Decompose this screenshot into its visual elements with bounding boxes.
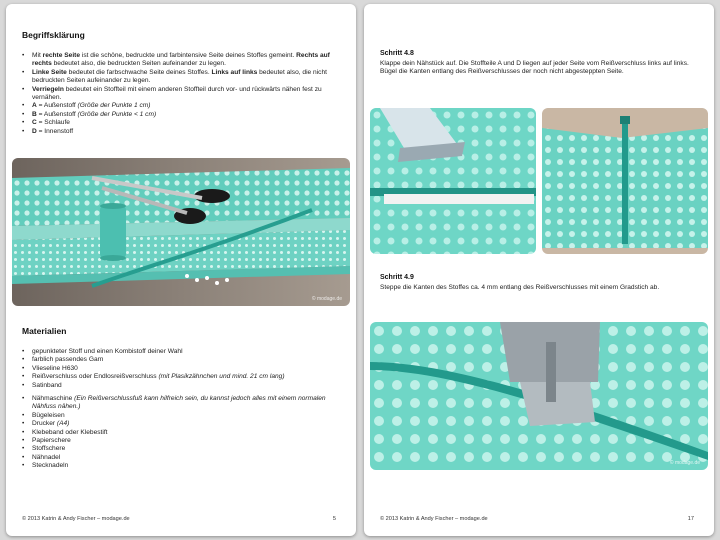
page-number: 17 bbox=[687, 516, 694, 522]
glossary-item: • D = Innenstoff bbox=[22, 128, 340, 136]
materials-list bbox=[22, 348, 340, 471]
zipper-bag-photo bbox=[542, 108, 708, 254]
step-4-8-title: Schritt 4.8 bbox=[380, 50, 414, 57]
sewing-machine-photo bbox=[370, 322, 708, 470]
materials-item: • Klebeband oder Klebestift bbox=[22, 429, 340, 437]
glossary-list bbox=[22, 52, 340, 136]
materials-item: • gepunkteter Stoff und einen Kombistoff deiner Wahl bbox=[22, 348, 340, 356]
materials-item: • Stoffschere bbox=[22, 445, 340, 453]
ironing-photo bbox=[370, 108, 536, 254]
right-page bbox=[364, 4, 714, 536]
materials-item: • Satinband bbox=[22, 382, 340, 390]
glossary-item: • C = Schlaufe bbox=[22, 119, 340, 127]
materials-item: • Nähnadel bbox=[22, 454, 340, 462]
step-4-8-text: Klappe dein Nähstück auf. Die Stoffteile A und D liegen auf jeder Seite vom Reißverschluss links auf links. Bügel die Kanten entlang des Reißverschlusses der noch nicht abgesteppten Seite. bbox=[380, 60, 689, 76]
sewing-materials-photo bbox=[12, 158, 350, 306]
materials-item: • Drucker (A4) bbox=[22, 420, 340, 428]
glossary-item: • Verriegeln bedeutet ein Stoffteil mit einem anderen Stoffteil durch vor- und rückwärts nähen fest zu vernähen. bbox=[22, 86, 340, 103]
photo-watermark: © modage.de bbox=[311, 296, 342, 302]
materials-item: • Reißverschluss oder Endlosreißverschluss (mit Plasikzähnchen und mind. 21 cm lang) bbox=[22, 373, 340, 381]
page-number: 5 bbox=[332, 516, 336, 522]
page-footer: © 2013 Katrin & Andy Fischer – modage.de bbox=[380, 516, 488, 522]
sewing-materials-illustration bbox=[12, 158, 350, 306]
glossary-item: • Linke Seite bedeutet die farbschwache Seite deines Stoffes. Links auf links bedeutet also, die nicht bedruckten Seiten aufeinander zu legen. bbox=[22, 69, 340, 86]
glossary-item: • B = Außenstoff (Größe der Punkte < 1 cm) bbox=[22, 111, 340, 119]
page-footer: © 2013 Katrin & Andy Fischer – modage.de bbox=[22, 516, 130, 522]
materials-item: • Bügeleisen bbox=[22, 412, 340, 420]
zipper-bag-illustration bbox=[542, 108, 708, 254]
left-page bbox=[6, 4, 356, 536]
materials-item: • farblich passendes Garn bbox=[22, 356, 340, 364]
glossary-title: Begriffsklärung bbox=[22, 30, 85, 40]
materials-item: • Nähmaschine (Ein Reißverschlussfuß kann hilfreich sein, du kannst jedoch alles mit einem normalen Nähfuss nähen.) bbox=[22, 395, 340, 412]
step-4-9-title: Schritt 4.9 bbox=[380, 274, 414, 281]
glossary-item: • Mit rechte Seite ist die schöne, bedruckte und farbintensive Seite deines Stoffes gemeint. Rechts auf rechts bedeutet also, die bedruckten Seiten aufeinander zu legen. bbox=[22, 52, 340, 69]
materials-item: • Papierschere bbox=[22, 437, 340, 445]
materials-title: Materialien bbox=[22, 326, 67, 336]
ironing-illustration bbox=[370, 108, 536, 254]
sewing-machine-illustration bbox=[370, 322, 708, 470]
step-4-9-text: Steppe die Kanten des Stoffes ca. 4 mm entlang des Reißverschlusses mit einem Gradstich ab. bbox=[380, 284, 660, 291]
materials-item: • Vlieseline H630 bbox=[22, 365, 340, 373]
materials-item: • Stecknadeln bbox=[22, 462, 340, 470]
glossary-item: • A = Außenstoff (Größe der Punkte 1 cm) bbox=[22, 102, 340, 110]
photo-watermark: © modage.de bbox=[669, 460, 700, 466]
